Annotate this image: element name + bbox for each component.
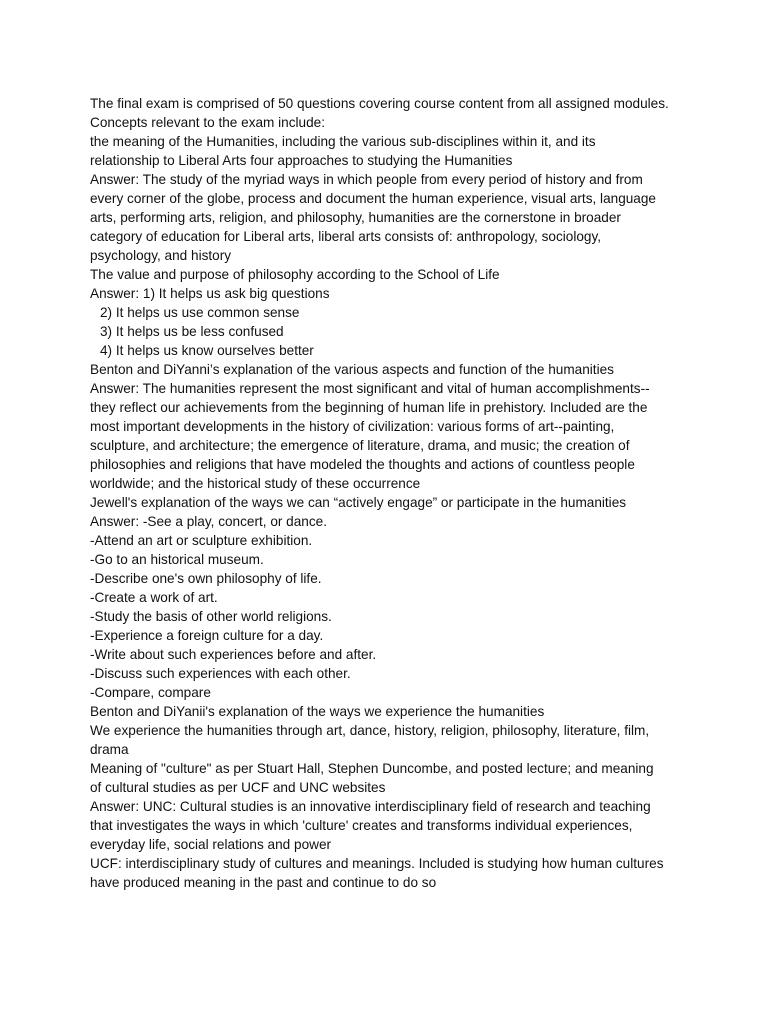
text-line: drama [90, 742, 129, 757]
text-line: Benton and DiYanni’s explanation of the various aspects and function of the humanities [90, 362, 614, 377]
text-line: 2) It helps us use common sense [100, 305, 300, 320]
text-line: Answer: -See a play, concert, or dance. [90, 514, 328, 529]
document-body [90, 94, 690, 892]
text-line: the meaning of the Humanities, including the various sub-disciplines within it, and its [90, 134, 596, 149]
text-line: every corner of the globe, process and document the human experience, visual arts, language [90, 191, 656, 206]
text-line: sculpture, and architecture; the emergence of literature, drama, and music; the creation of [90, 438, 630, 453]
text-line: The final exam is comprised of 50 questions covering course content from all assigned modules. [90, 96, 669, 111]
text-line: 4) It helps us know ourselves better [100, 343, 314, 358]
text-line: Answer: UNC: Cultural studies is an innovative interdisciplinary field of research and teaching [90, 799, 651, 814]
text-line: category of education for Liberal arts, liberal arts consists of: anthropology, sociology, [90, 229, 602, 244]
text-line: Meaning of "culture" as per Stuart Hall, Stephen Duncombe, and posted lecture; and meaning [90, 761, 654, 776]
text-line: -Experience a foreign culture for a day. [90, 628, 324, 643]
text-line: relationship to Liberal Arts four approaches to studying the Humanities [90, 153, 513, 168]
text-line: -Go to an historical museum. [90, 552, 264, 567]
text-line: Answer: The humanities represent the most significant and vital of human accomplishments-- [90, 381, 650, 396]
text-line: most important developments in the history of civilization: various forms of art--painting, [90, 419, 615, 434]
text-line: have produced meaning in the past and continue to do so [90, 875, 437, 890]
text-line: everyday life, social relations and power [90, 837, 332, 852]
text-line: Concepts relevant to the exam include: [90, 115, 326, 130]
text-line: -Study the basis of other world religions. [90, 609, 332, 624]
text-line: of cultural studies as per UCF and UNC websites [90, 780, 386, 795]
text-line: -Write about such experiences before and after. [90, 647, 377, 662]
text-line: 3) It helps us be less confused [100, 324, 284, 339]
text-line: Jewell's explanation of the ways we can “actively engage” or participate in the humanities [90, 495, 627, 510]
text-line: psychology, and history [90, 248, 232, 263]
text-line: worldwide; and the historical study of these occurrence [90, 476, 421, 491]
text-line: Answer: 1) It helps us ask big questions [90, 286, 330, 301]
text-line: We experience the humanities through art, dance, history, religion, philosophy, literature, film, [90, 723, 650, 738]
text-line: UCF: interdisciplinary study of cultures and meanings. Included is studying how human cultures [90, 856, 664, 871]
text-line: -Compare, compare [90, 685, 211, 700]
text-line: they reflect our achievements from the beginning of human life in prehistory. Included are the [90, 400, 648, 415]
text-line: -Discuss such experiences with each other. [90, 666, 351, 681]
text-line: Benton and DiYanii's explanation of the ways we experience the humanities [90, 704, 545, 719]
text-line: The value and purpose of philosophy according to the School of Life [90, 267, 500, 282]
text-line: that investigates the ways in which 'culture' creates and transforms individual experiences, [90, 818, 633, 833]
text-line: -Describe one's own philosophy of life. [90, 571, 322, 586]
text-line: Answer: The study of the myriad ways in which people from every period of history and from [90, 172, 643, 187]
text-line: -Create a work of art. [90, 590, 218, 605]
text-line: philosophies and religions that have modeled the thoughts and actions of countless people [90, 457, 635, 472]
text-line: arts, performing arts, religion, and philosophy, humanities are the cornerstone in broader [90, 210, 621, 225]
text-line: -Attend an art or sculpture exhibition. [90, 533, 313, 548]
